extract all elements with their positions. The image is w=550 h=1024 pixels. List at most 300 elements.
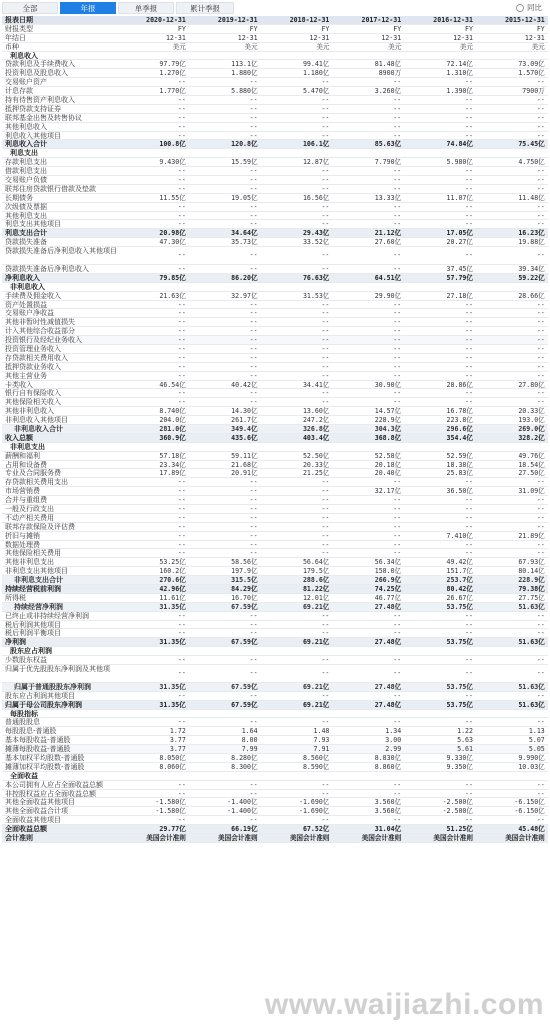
table-cell: -- [177,780,186,789]
table-cell: 4.750亿 [518,158,545,167]
table-cell: -- [393,113,402,122]
table-cell: -1.580亿 [155,807,186,816]
row-label: 会计准则 [5,833,33,842]
table-cell [117,647,189,655]
table-cell: -- [393,656,402,665]
table-cell: -- [465,309,473,318]
table-cell: -- [177,184,186,193]
table-cell: -- [177,816,186,825]
table-cell: 5.63 [457,736,473,745]
table-cell: 12.87亿 [302,158,330,167]
table-cell: 7.790亿 [374,158,402,167]
table-cell [261,52,333,60]
table-cell: -- [177,300,186,309]
table-cell: 11.48亿 [518,193,545,202]
table-cell: -- [536,122,545,131]
table-row [2,434,548,443]
table-cell: -- [321,251,330,260]
table-cell: -- [177,264,186,273]
table-cell: -- [393,327,402,336]
table-cell: 76.63亿 [302,273,330,282]
table-cell: 42.96亿 [159,585,186,594]
table-cell: FY [393,24,402,33]
tab-annual[interactable]: 年报 [60,2,116,14]
table-cell: 1.48 [313,727,330,736]
table-cell: 31.35亿 [159,700,186,709]
table-cell: -- [536,202,545,211]
table-cell: -- [249,816,258,825]
watermark-logo: www.waijiazhi.com [264,988,544,1021]
table-cell: -- [249,300,258,309]
table-cell: -- [465,202,473,211]
table-cell: 80.14亿 [518,567,545,576]
row-label: 贷款损失准备后净利息收入 [5,264,89,273]
table-cell: -- [465,669,473,678]
table-cell: 328.2亿 [518,433,545,442]
table-cell: 97.79亿 [159,60,186,69]
table-cell: 247.2亿 [302,416,330,425]
table-row [2,754,548,763]
table-cell: 美国会计准则 [361,833,402,842]
table-cell: 315.5亿 [231,576,258,585]
row-label: 归属于母公司股东净利润 [5,700,82,709]
table-cell: 1.22 [457,727,473,736]
table-cell: 270.6亿 [159,576,186,585]
table-cell: 9.330亿 [446,753,473,762]
table-cell: -- [536,353,545,362]
table-cell: FY [536,24,545,33]
table-cell: -- [393,398,402,407]
table-cell: 9.430亿 [159,158,186,167]
table-cell: -- [321,211,330,220]
table-cell: 美国会计准则 [218,833,258,842]
table-cell: -- [249,496,258,505]
table-cell [261,283,333,291]
table-row [2,336,548,345]
table-cell: -- [393,78,402,87]
table-cell: -- [321,184,330,193]
table-cell: -- [536,344,545,353]
table-cell: 69.21亿 [302,682,330,691]
table-cell: -- [536,309,545,318]
table-cell: 67.93亿 [518,558,545,567]
table-row [2,158,548,167]
table-cell: -6.150亿 [514,798,545,807]
table-cell [476,772,548,780]
table-cell: -- [465,336,473,345]
table-cell: -- [465,398,473,407]
row-label: 其他利息收入 [5,122,47,131]
table-cell [117,52,189,60]
row-label: 本公司拥有人应占全面收益总额 [5,780,103,789]
table-cell: 51.63亿 [518,682,545,691]
table-row [2,212,548,221]
row-label: 其他利息支出 [5,211,47,220]
row-label: 已终止或非持续经营净利润 [5,611,89,620]
table-cell: 美国会计准则 [433,833,473,842]
table-cell: -- [321,478,330,487]
table-cell: -- [249,540,258,549]
table-row [2,532,548,541]
table-row [2,60,548,69]
table-cell: 3.560亿 [374,798,402,807]
table-row [2,807,548,816]
table-cell: -- [393,789,402,798]
table-cell: -- [177,629,186,638]
table-cell: 美国会计准则 [289,833,330,842]
table-cell: 7.99 [241,745,258,754]
table-cell: -- [393,531,402,540]
table-cell: 12-31 [165,33,186,42]
row-label: 全面收益总额 [5,825,47,833]
table-cell: 73.09亿 [518,60,545,69]
table-cell: -- [321,344,330,353]
table-cell: -- [321,398,330,407]
table-cell: 7.410亿 [446,531,473,540]
table-cell: 21.89亿 [518,531,545,540]
tab-cumulative-quarter[interactable]: 累计季报 [176,2,234,14]
table-row [2,381,548,390]
table-cell: 美元 [244,42,258,51]
table-cell: 27.48亿 [374,638,402,647]
table-cell: -- [177,669,186,678]
table-cell: -- [177,540,186,549]
table-cell: -- [177,202,186,211]
table-row [2,781,548,790]
table-row [2,69,548,78]
table-cell [404,772,476,780]
table-cell: 14.30亿 [231,407,258,416]
table-cell: 281.0亿 [159,424,186,433]
table-cell: 160.2亿 [159,567,186,576]
table-cell: -- [465,629,473,638]
table-cell: -- [249,522,258,531]
table-row [2,718,548,727]
table-row [2,185,548,194]
table-cell: 27.80亿 [518,380,545,389]
row-label: 摊薄每股收益-普通股 [5,745,71,753]
section-header-row [2,647,548,656]
row-label: 每股指标 [10,709,38,718]
table-cell: 49.76亿 [518,451,545,460]
table-cell: FY [249,24,258,33]
table-cell: 8.050亿 [159,753,186,762]
yoy-label: 同比 [527,3,542,12]
table-cell: -- [321,540,330,549]
table-cell [404,149,476,157]
table-cell: -- [393,336,402,345]
row-label: 其他保险相关收入 [5,398,61,407]
table-cell: 11.07亿 [446,193,473,202]
table-cell: 15.59亿 [231,158,258,167]
table-cell: -- [536,780,545,789]
table-cell: -- [249,371,258,380]
row-label: 净利息收入 [5,273,40,282]
row-label: 存贷款相关费用收入 [5,353,68,362]
table-cell: 12-31 [309,33,330,42]
table-cell: -- [249,344,258,353]
period-tabs-bar [0,0,550,16]
table-cell: -- [393,318,402,327]
table-cell: 27.18亿 [446,291,473,300]
row-label: 基本加权平均股数-普通股 [5,753,85,762]
table-cell: -- [536,691,545,700]
table-cell: 1.310亿 [446,69,473,78]
table-cell: -- [321,656,330,665]
tab-all[interactable]: 全部 [2,2,58,14]
table-cell: 59.11亿 [231,451,258,460]
table-header-row [2,16,548,25]
table-cell: 25.83亿 [446,469,473,478]
table-cell: -- [177,371,186,380]
table-cell: -- [393,669,402,678]
table-row [2,496,548,505]
table-cell: 296.6亿 [446,424,473,433]
table-cell: 228.9亿 [374,416,402,425]
table-cell [332,443,404,451]
table-cell: 美国会计准则 [146,833,186,842]
table-cell: -- [536,398,545,407]
row-label: 投资管理业务收入 [5,344,61,353]
table-cell: 79.85亿 [159,273,186,282]
table-cell: -- [321,371,330,380]
table-cell: 223.8亿 [446,416,473,425]
tab-single-quarter[interactable]: 单季报 [118,2,174,14]
table-row [2,25,548,34]
table-cell: -- [393,389,402,398]
table-cell [261,149,333,157]
table-row [2,203,548,212]
table-cell: 81.48亿 [374,60,402,69]
table-cell [404,710,476,718]
table-cell: 3.560亿 [374,807,402,816]
table-cell: -- [249,487,258,496]
table-cell: -- [249,309,258,318]
table-row [2,692,548,701]
table-cell: 1.72 [169,727,186,736]
table-cell: -- [321,336,330,345]
row-label: 联邦住房贷款银行借款及垫款 [5,184,96,193]
table-cell: 13.33亿 [374,193,402,202]
table-cell: -1.580亿 [155,798,186,807]
table-cell [117,710,189,718]
table-cell: -- [249,327,258,336]
table-cell: -- [536,496,545,505]
table-cell: 46.77亿 [374,593,402,602]
row-label: 一般及行政支出 [5,505,54,513]
table-cell: 27.50亿 [518,469,545,478]
table-cell: -- [393,362,402,371]
row-label: 银行自有保险收入 [5,389,61,398]
table-cell: -- [177,398,186,407]
table-row [2,265,548,274]
table-cell: -- [536,78,545,87]
table-cell: 66.19亿 [231,825,258,834]
table-cell: 34.41亿 [302,380,330,389]
table-cell: -- [321,362,330,371]
row-label: 股东应占利润 [10,647,52,656]
table-cell: -- [536,540,545,549]
table-cell: -- [536,211,545,220]
table-cell: -- [536,505,545,513]
table-cell: 3.77 [169,736,186,745]
table-cell: -- [177,344,186,353]
table-cell: -- [393,220,402,229]
table-cell: 46.54亿 [159,380,186,389]
table-cell: 20.98亿 [159,229,186,238]
table-cell: 360.9亿 [159,433,186,442]
table-cell: -- [249,176,258,185]
column-header-date: 2019-12-31 [217,16,258,24]
table-cell: -- [321,816,330,825]
table-cell: -1.400亿 [227,798,258,807]
table-row [2,452,548,461]
table-cell: -- [393,549,402,558]
table-cell: -- [536,522,545,531]
table-cell [189,710,261,718]
table-cell: 435.6亿 [231,433,258,442]
table-row [2,665,548,683]
table-cell: 84.29亿 [231,585,258,594]
table-cell: 美元 [459,42,473,51]
table-cell: -- [393,718,402,727]
table-cell: -- [536,371,545,380]
row-label: 非利息支出 [10,442,45,451]
row-label: 非利息支出合计 [14,576,63,585]
table-cell: 64.51亿 [374,273,402,282]
table-cell: -- [321,78,330,87]
table-row [2,683,548,692]
table-row [2,114,548,123]
table-row [2,194,548,203]
row-label: 少数股东权益 [5,656,47,665]
yoy-radio-icon[interactable] [516,4,524,12]
row-label: 非利息收入合计 [14,424,63,433]
table-cell: -- [465,122,473,131]
table-cell: -- [393,353,402,362]
table-cell: -- [393,620,402,629]
row-label: 币种 [5,42,19,51]
table-row [2,612,548,621]
table-cell: -- [465,505,473,513]
table-cell: 228.9亿 [518,576,545,585]
table-cell: 1.13 [528,727,545,736]
table-cell: -- [536,816,545,825]
table-cell: -- [249,691,258,700]
table-cell: 74.84亿 [446,140,473,149]
table-cell [476,710,548,718]
table-cell [261,443,333,451]
table-cell: -- [465,300,473,309]
table-row [2,790,548,799]
table-cell: 16.78亿 [446,407,473,416]
table-cell: -- [177,131,186,140]
table-cell: -- [536,718,545,727]
table-cell: -- [393,309,402,318]
table-cell: 美元 [531,42,545,51]
table-cell: 19.88亿 [518,238,545,247]
row-label: 数据处理费 [5,540,40,549]
row-label: 计入其他综合收益部分 [5,327,75,336]
table-cell: -- [177,122,186,131]
table-cell: -- [321,505,330,513]
table-row [2,363,548,372]
row-label: 基本每股收益-普通股 [5,736,71,745]
yoy-toggle[interactable] [516,2,542,13]
table-cell: -- [321,487,330,496]
table-cell: -- [321,389,330,398]
table-cell: -- [249,167,258,176]
table-cell: 5.880亿 [231,87,258,96]
row-label: 利息支出其他项目 [5,220,61,229]
table-cell: -- [465,318,473,327]
table-cell: 7900万 [522,87,545,96]
table-cell [476,52,548,60]
table-row [2,389,548,398]
table-cell: -- [321,122,330,131]
table-cell: -- [536,629,545,638]
table-cell [261,647,333,655]
table-cell: 8.00 [241,736,258,745]
row-label: 利息支出合计 [5,229,47,238]
table-cell: 11.55亿 [159,193,186,202]
table-cell: -- [177,789,186,798]
table-cell: -- [465,816,473,825]
table-row [2,176,548,185]
row-label: 交易账户资产 [5,78,47,87]
table-cell: -- [393,167,402,176]
table-cell: 27.48亿 [374,602,402,611]
table-cell: 8.740亿 [159,407,186,416]
table-cell: -- [177,718,186,727]
table-cell: -- [249,96,258,105]
column-header-date: 2015-12-31 [505,16,545,24]
table-cell: 53.75亿 [446,638,473,647]
table-cell: 12-31 [237,33,258,42]
table-cell: 1.270亿 [159,69,186,78]
table-cell: -- [465,780,473,789]
table-cell: -- [465,104,473,113]
row-label: 抵押贷款支持证券 [5,104,61,113]
table-cell [332,52,404,60]
table-cell: 8.560亿 [302,753,330,762]
table-cell: 9.350亿 [446,762,473,771]
column-header-date: 2020-12-31 [146,16,186,24]
table-cell: -- [321,96,330,105]
row-label: 其他非利息支出 [5,558,54,567]
table-cell: 7.91 [313,745,330,754]
column-header-date: 2018-12-31 [289,16,330,24]
table-row [2,558,548,567]
table-cell: 52.50亿 [302,451,330,460]
table-row [2,318,548,327]
table-cell [189,52,261,60]
row-label: 合并与重组费 [5,496,47,504]
table-cell: 18.38亿 [446,460,473,469]
column-header-date: 2016-12-31 [433,16,473,24]
row-label: 其他非利息收入 [5,407,54,416]
row-label: 抵押贷款业务收入 [5,362,61,371]
row-label: 年结日 [5,33,26,42]
table-cell: -- [536,389,545,398]
table-cell: 67.59亿 [231,700,258,709]
table-cell: 354.4亿 [446,433,473,442]
table-cell: 106.1亿 [302,140,330,149]
table-cell: -- [177,611,186,620]
table-cell: -- [465,371,473,380]
table-cell: -- [321,131,330,140]
table-cell [476,283,548,291]
